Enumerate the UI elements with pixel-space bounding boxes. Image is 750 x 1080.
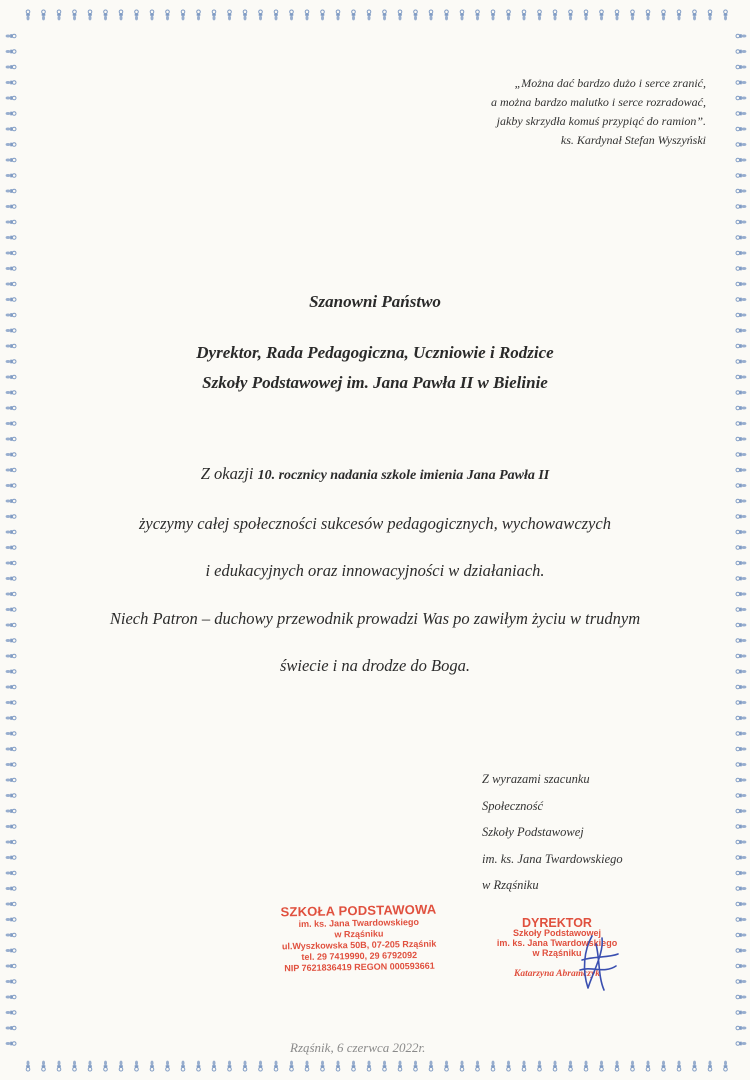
border-motif bbox=[677, 1061, 681, 1071]
border-motif bbox=[6, 794, 16, 798]
border-motif bbox=[522, 1061, 526, 1071]
border-motif bbox=[736, 65, 746, 69]
border-motif bbox=[736, 282, 746, 286]
border-motif bbox=[367, 1061, 371, 1071]
border-motif bbox=[352, 10, 356, 20]
border-motif bbox=[367, 10, 371, 20]
border-motif bbox=[538, 10, 542, 20]
border-motif bbox=[445, 1061, 449, 1071]
border-motif bbox=[6, 856, 16, 860]
border-motif bbox=[736, 189, 746, 193]
border-motif bbox=[693, 10, 697, 20]
director-stamp-line: im. ks. Jana Twardowskiego bbox=[496, 938, 618, 948]
border-motif bbox=[736, 251, 746, 255]
director-stamp-title: DYREKTOR bbox=[522, 916, 592, 930]
border-motif bbox=[6, 205, 16, 209]
border-motif bbox=[476, 1061, 480, 1071]
border-motif bbox=[414, 1061, 418, 1071]
border-motif bbox=[6, 871, 16, 875]
border-motif bbox=[6, 96, 16, 100]
border-motif bbox=[736, 34, 746, 38]
border-motif bbox=[736, 1011, 746, 1015]
border-motif bbox=[6, 189, 16, 193]
border-motif bbox=[243, 1061, 247, 1071]
border-motif bbox=[491, 10, 495, 20]
border-motif bbox=[538, 1061, 542, 1071]
recipients-line: Dyrektor, Rada Pedagogiczna, Uczniowie i Rodzice bbox=[196, 343, 554, 362]
border-motif bbox=[88, 1061, 92, 1071]
border-motif bbox=[321, 10, 325, 20]
border-motif bbox=[6, 127, 16, 131]
quote-line: jakby skrzydła komuś przypiąć do ramion”. bbox=[496, 114, 706, 128]
border-motif bbox=[259, 10, 263, 20]
border-motif bbox=[6, 763, 16, 767]
border-motif bbox=[150, 10, 154, 20]
border-motif bbox=[6, 701, 16, 705]
quote-author: ks. Kardynał Stefan Wyszyński bbox=[560, 133, 706, 147]
wishes-line: i edukacyjnych oraz innowacyjności w działaniach. bbox=[205, 561, 545, 580]
regards-line: Szkoły Podstawowej bbox=[482, 825, 584, 839]
border-motif bbox=[569, 10, 573, 20]
quote-line: „Można dać bardzo dużo i serce zranić, bbox=[514, 76, 706, 90]
border-motif bbox=[507, 1061, 511, 1071]
wishes-line: życzymy całej społeczności sukcesów pedagogicznych, wychowawczych bbox=[139, 513, 611, 533]
border-motif bbox=[736, 933, 746, 937]
border-motif bbox=[398, 10, 402, 20]
border-motif bbox=[6, 1011, 16, 1015]
border-motif bbox=[88, 10, 92, 20]
border-motif bbox=[6, 65, 16, 69]
border-motif bbox=[166, 10, 170, 20]
border-motif bbox=[736, 902, 746, 906]
border-motif bbox=[383, 10, 387, 20]
border-motif bbox=[584, 1061, 588, 1071]
border-motif bbox=[73, 10, 77, 20]
border-motif bbox=[6, 112, 16, 116]
border-motif bbox=[724, 1061, 728, 1071]
border-motif bbox=[736, 437, 746, 441]
border-motif bbox=[553, 10, 557, 20]
border-motif bbox=[460, 10, 464, 20]
border-motif bbox=[736, 174, 746, 178]
border-motif bbox=[736, 236, 746, 240]
border-motif bbox=[677, 10, 681, 20]
border-motif bbox=[6, 902, 16, 906]
border-motif bbox=[522, 10, 526, 20]
border-motif bbox=[736, 732, 746, 736]
regards-line: Społeczność bbox=[482, 798, 544, 813]
border-motif bbox=[736, 964, 746, 968]
border-motif bbox=[615, 10, 619, 20]
border-motif bbox=[736, 127, 746, 131]
border-motif bbox=[445, 10, 449, 20]
border-motif bbox=[383, 1061, 387, 1071]
border-motif bbox=[6, 949, 16, 953]
border-motif bbox=[736, 1026, 746, 1030]
border-motif bbox=[507, 10, 511, 20]
border-motif bbox=[6, 840, 16, 844]
border-motif bbox=[736, 980, 746, 984]
border-motif bbox=[736, 329, 746, 333]
border-motif bbox=[736, 205, 746, 209]
border-motif bbox=[6, 778, 16, 782]
border-motif bbox=[336, 10, 340, 20]
border-motif bbox=[662, 1061, 666, 1071]
occasion-highlight: 10. rocznicy nadania szkole imienia Jana Pawła II bbox=[257, 468, 550, 483]
border-motif bbox=[181, 1061, 185, 1071]
border-motif bbox=[104, 1061, 108, 1071]
director-stamp-line: w Rząśniku bbox=[532, 948, 582, 958]
border-motif bbox=[6, 437, 16, 441]
border-motif bbox=[197, 10, 201, 20]
salutation: Szanowni Państwo bbox=[309, 292, 441, 311]
border-motif bbox=[429, 1061, 433, 1071]
border-motif bbox=[736, 825, 746, 829]
border-motif bbox=[553, 1061, 557, 1071]
border-motif bbox=[42, 10, 46, 20]
border-motif bbox=[6, 329, 16, 333]
border-motif bbox=[274, 10, 278, 20]
border-motif bbox=[736, 778, 746, 782]
border-motif bbox=[305, 1061, 309, 1071]
border-motif bbox=[57, 10, 61, 20]
border-motif bbox=[646, 1061, 650, 1071]
school-stamp-line: tel. 29 7419990, 29 6792092 bbox=[301, 949, 418, 963]
border-motif bbox=[600, 10, 604, 20]
border-motif bbox=[6, 81, 16, 85]
border-motif bbox=[26, 10, 30, 20]
border-motif bbox=[6, 34, 16, 38]
border-motif bbox=[6, 158, 16, 162]
wishes-body bbox=[0, 450, 750, 690]
border-motif bbox=[476, 10, 480, 20]
school-stamp-line: w Rząśniku bbox=[334, 928, 384, 940]
border-motif bbox=[736, 267, 746, 271]
border-motif bbox=[693, 1061, 697, 1071]
border-motif bbox=[708, 10, 712, 20]
border-motif bbox=[736, 112, 746, 116]
regards-line: im. ks. Jana Twardowskiego bbox=[482, 851, 623, 866]
wishes-line: Niech Patron – duchowy przewodnik prowadzi Was po zawiłym życiu w trudnym bbox=[109, 608, 641, 628]
border-motif bbox=[631, 1061, 635, 1071]
border-motif bbox=[414, 10, 418, 20]
border-motif bbox=[6, 143, 16, 147]
director-name: Katarzyna Abramczyk bbox=[514, 969, 600, 979]
border-motif bbox=[6, 716, 16, 720]
border-motif bbox=[6, 1026, 16, 1030]
border-motif bbox=[259, 1061, 263, 1071]
border-motif bbox=[615, 1061, 619, 1071]
border-motif bbox=[321, 1061, 325, 1071]
border-motif bbox=[736, 871, 746, 875]
border-motif bbox=[6, 406, 16, 410]
border-motif bbox=[6, 174, 16, 178]
border-motif bbox=[290, 10, 294, 20]
border-motif bbox=[181, 10, 185, 20]
border-motif bbox=[460, 1061, 464, 1071]
border-motif bbox=[736, 809, 746, 813]
border-motif bbox=[228, 10, 232, 20]
border-motif bbox=[6, 809, 16, 813]
border-motif bbox=[646, 10, 650, 20]
border-motif bbox=[491, 1061, 495, 1071]
school-stamp-line: NIP 7621836419 REGON 000593661 bbox=[284, 960, 435, 974]
border-motif bbox=[736, 856, 746, 860]
border-motif bbox=[42, 1061, 46, 1071]
border-motif bbox=[736, 143, 746, 147]
school-stamp-title: SZKOŁA PODSTAWOWA bbox=[280, 901, 437, 920]
border-motif bbox=[398, 1061, 402, 1071]
border-motif bbox=[736, 313, 746, 317]
regards-line: Z wyrazami szacunku bbox=[482, 772, 590, 786]
epigraph-quote bbox=[386, 74, 706, 150]
handwritten-signature bbox=[574, 930, 624, 994]
director-stamp-line: Szkoły Podstawowej bbox=[512, 928, 602, 938]
border-motif bbox=[6, 422, 16, 426]
border-motif bbox=[736, 716, 746, 720]
border-motif bbox=[119, 10, 123, 20]
border-motif bbox=[26, 1061, 30, 1071]
border-motif bbox=[736, 995, 746, 999]
border-motif bbox=[166, 1061, 170, 1071]
border-motif bbox=[212, 10, 216, 20]
border-motif bbox=[119, 1061, 123, 1071]
border-motif bbox=[150, 1061, 154, 1071]
occasion-line bbox=[0, 450, 750, 500]
border-motif bbox=[736, 918, 746, 922]
border-motif bbox=[584, 10, 588, 20]
border-motif bbox=[352, 1061, 356, 1071]
border-motif bbox=[6, 313, 16, 317]
regards-line: w Rząśniku bbox=[482, 878, 539, 892]
border-motif bbox=[6, 282, 16, 286]
border-motif bbox=[6, 747, 16, 751]
border-motif bbox=[736, 763, 746, 767]
border-motif bbox=[6, 220, 16, 224]
border-motif bbox=[6, 964, 16, 968]
border-motif bbox=[6, 1042, 16, 1046]
border-motif bbox=[736, 949, 746, 953]
border-motif bbox=[736, 50, 746, 54]
border-motif bbox=[736, 887, 746, 891]
border-motif bbox=[197, 1061, 201, 1071]
border-motif bbox=[135, 10, 139, 20]
school-stamp-line: ul.Wyszkowska 50B, 07-205 Rząśnik bbox=[281, 938, 437, 952]
place-and-date: Rząśnik, 6 czerwca 2022r. bbox=[290, 1040, 426, 1055]
closing-regards bbox=[482, 766, 623, 899]
wishes-line: świecie i na drodze do Boga. bbox=[279, 656, 471, 675]
border-motif bbox=[305, 10, 309, 20]
border-motif bbox=[135, 1061, 139, 1071]
border-motif bbox=[243, 10, 247, 20]
border-motif bbox=[57, 1061, 61, 1071]
border-motif bbox=[736, 840, 746, 844]
border-motif bbox=[6, 50, 16, 54]
occasion-prefix: Z okazji bbox=[200, 464, 254, 483]
quote-line: a można bardzo malutko i serce rozradować, bbox=[491, 95, 706, 109]
border-motif bbox=[274, 1061, 278, 1071]
border-motif bbox=[736, 158, 746, 162]
border-motif bbox=[631, 10, 635, 20]
border-motif bbox=[6, 267, 16, 271]
border-motif bbox=[736, 1042, 746, 1046]
border-motif bbox=[708, 1061, 712, 1071]
border-motif bbox=[662, 10, 666, 20]
border-motif bbox=[724, 10, 728, 20]
border-motif bbox=[6, 236, 16, 240]
border-motif bbox=[6, 933, 16, 937]
border-motif bbox=[429, 10, 433, 20]
border-motif bbox=[6, 980, 16, 984]
border-motif bbox=[6, 995, 16, 999]
border-motif bbox=[6, 887, 16, 891]
border-motif bbox=[6, 825, 16, 829]
border-motif bbox=[212, 1061, 216, 1071]
recipients-line: Szkoły Podstawowej im. Jana Pawła II w Bielinie bbox=[202, 373, 548, 392]
border-motif bbox=[736, 96, 746, 100]
border-motif bbox=[6, 251, 16, 255]
border-motif bbox=[569, 1061, 573, 1071]
border-motif bbox=[736, 794, 746, 798]
border-motif bbox=[736, 220, 746, 224]
border-motif bbox=[104, 10, 108, 20]
border-motif bbox=[600, 1061, 604, 1071]
border-motif bbox=[736, 747, 746, 751]
border-motif bbox=[6, 732, 16, 736]
school-stamp-line: im. ks. Jana Twardowskiego bbox=[298, 916, 419, 930]
border-motif bbox=[736, 406, 746, 410]
school-stamp bbox=[265, 903, 452, 974]
border-motif bbox=[736, 701, 746, 705]
border-motif bbox=[336, 1061, 340, 1071]
border-motif bbox=[736, 81, 746, 85]
border-motif bbox=[73, 1061, 77, 1071]
border-motif bbox=[736, 422, 746, 426]
border-motif bbox=[228, 1061, 232, 1071]
border-motif bbox=[6, 918, 16, 922]
recipients bbox=[0, 338, 750, 398]
border-motif bbox=[290, 1061, 294, 1071]
